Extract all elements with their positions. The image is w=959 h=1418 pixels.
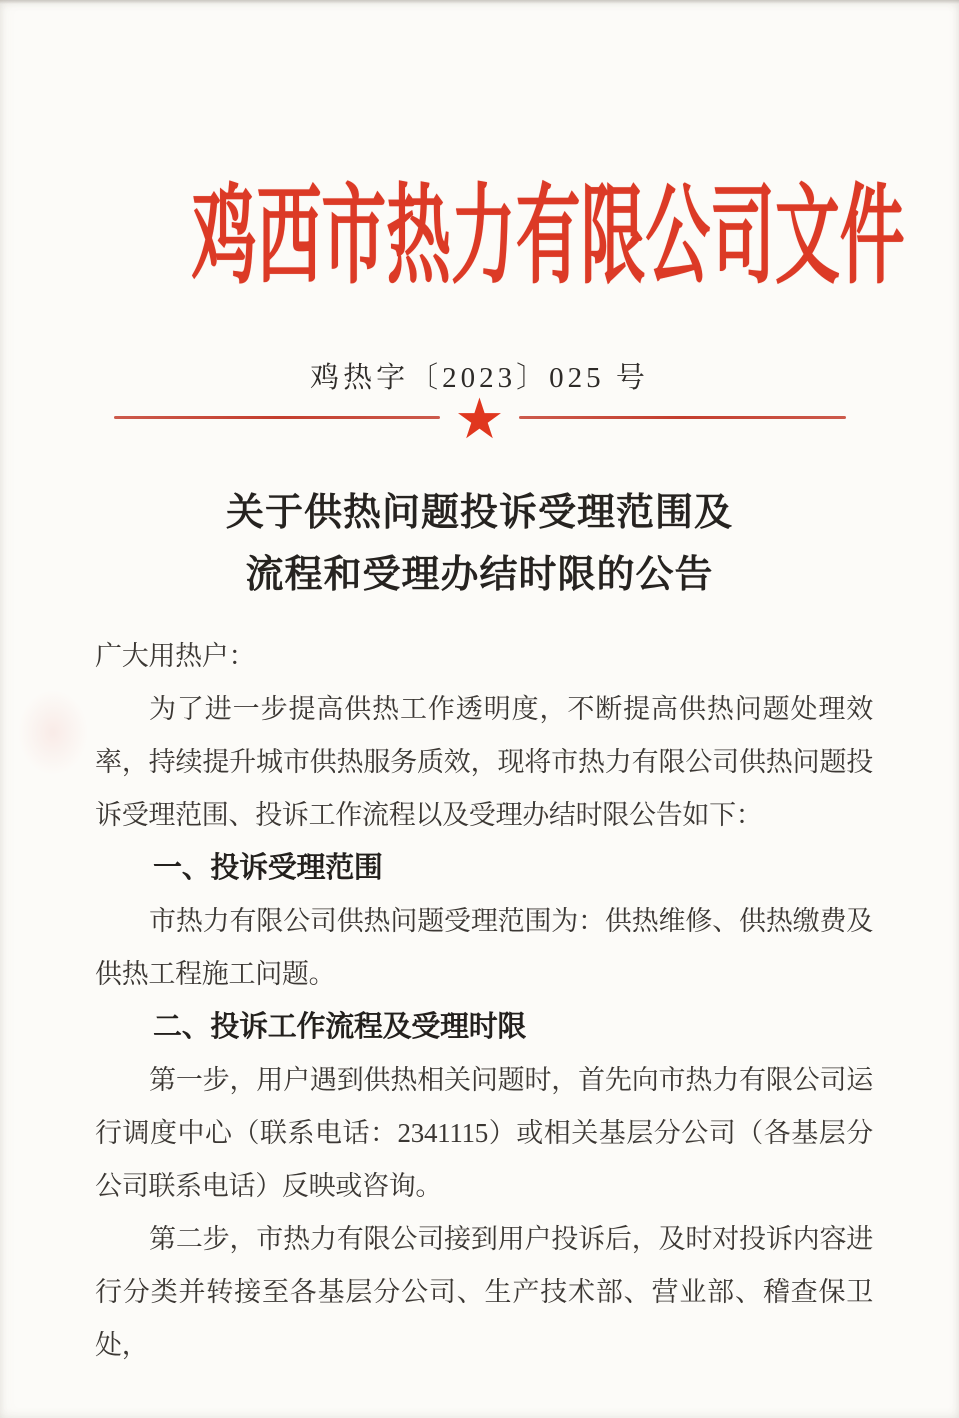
scan-smudge bbox=[18, 690, 88, 775]
body-paragraph: 一、投诉受理范围 bbox=[153, 852, 383, 884]
body-paragraph: 第二步，市热力有限公司接到用户投诉后，及时对投诉内容进行分类并转接至各基层分公司、生产技术部、营业部、稽查保卫处， bbox=[95, 1224, 873, 1360]
body-paragraph: 市热力有限公司供热问题受理范围为：供热维修、供热缴费及供热工程施工问题。 bbox=[95, 906, 873, 989]
header-divider bbox=[114, 387, 846, 452]
red-star-icon: ★ bbox=[454, 387, 505, 452]
body-paragraph: 二、投诉工作流程及受理时限 bbox=[153, 1011, 527, 1043]
divider-line-left bbox=[114, 416, 441, 419]
divider-line-right bbox=[519, 416, 846, 419]
org-header-title: 鸡西市热力有限公司文件 bbox=[191, 178, 905, 297]
salutation: 广大用热户： bbox=[95, 641, 256, 671]
body-paragraph: 第一步，用户遇到供热相关问题时，首先向市热力有限公司运行调度中心（联系电话：2341115）或相关基层分公司（各基层分公司联系电话）反映或咨询。 bbox=[95, 1065, 873, 1201]
body-paragraph: 为了进一步提高供热工作透明度，不断提高供热问题处理效率，持续提升城市供热服务质效，现将市热力有限公司供热问题投诉受理范围、投诉工作流程以及受理办结时限公告如下： bbox=[95, 694, 873, 830]
document-body bbox=[95, 630, 873, 1372]
notice-title-line2: 流程和受理办结时限的公告 bbox=[245, 554, 714, 596]
notice-title-line1: 关于供热问题投诉受理范围及 bbox=[225, 492, 733, 534]
scan-edge-shadow bbox=[0, 0, 959, 4]
notice-title bbox=[0, 482, 959, 606]
doc-reference-number: 鸡热字〔2023〕025 号 bbox=[310, 362, 649, 394]
